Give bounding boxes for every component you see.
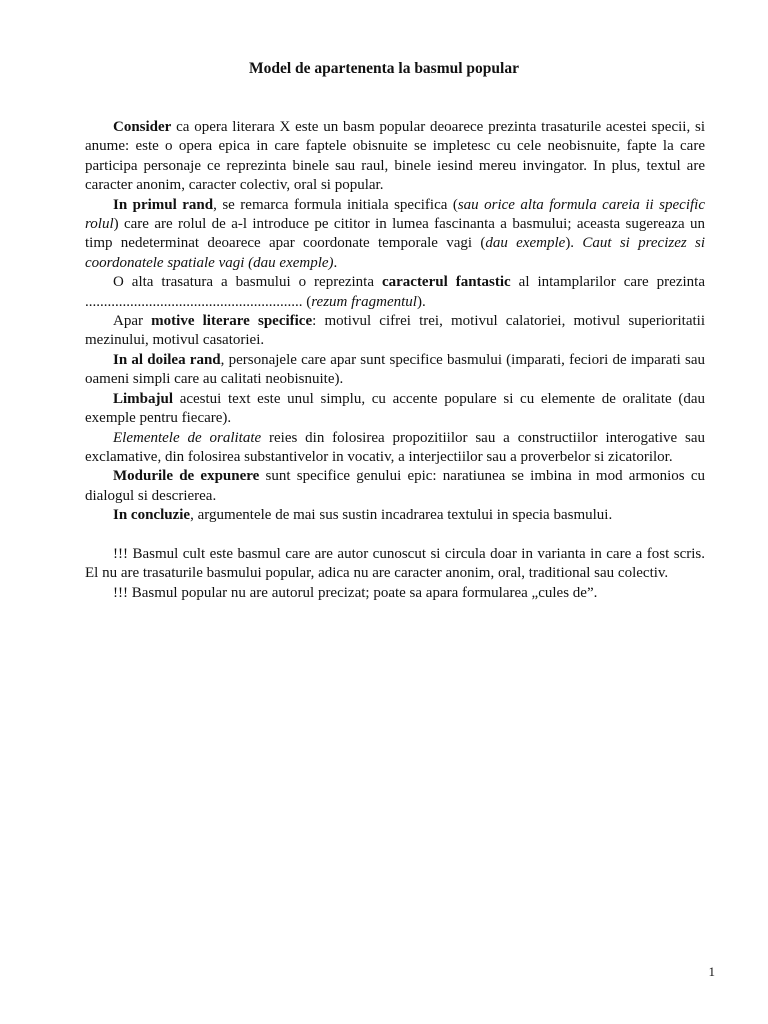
paragraph — [85, 196, 705, 274]
paragraph — [85, 351, 705, 390]
paragraph — [85, 390, 705, 429]
text-run: . — [333, 254, 338, 271]
notes-list — [85, 545, 705, 603]
text-run: , personajele care apar sunt specifice basmului (imparati, feciori de imparati sau oameni simpli care au calitati neobisnuite). — [85, 351, 705, 388]
document-title: Model de apartenenta la basmul popular — [249, 60, 519, 77]
paragraph — [85, 506, 705, 525]
italic-phrase: dau exemple — [485, 235, 566, 252]
note-paragraph — [85, 545, 705, 584]
paragraph — [85, 273, 705, 312]
text-run: ). — [565, 235, 583, 252]
text-run: reies din folosirea propozitiilor sau a constructiilor interogative sau exclamative, din folosirea substantivelor in vocativ, a interjectiilor sau a proverbelor si zicatorilor. — [85, 429, 706, 465]
bold-phrase: motive literare specifice — [151, 313, 313, 330]
paragraph-list — [85, 118, 705, 526]
text-run: al intamplarilor care prezinta .......................................................... ( — [85, 274, 705, 310]
bold-phrase: In primul rand — [113, 196, 214, 213]
paragraph — [85, 467, 705, 506]
italic-phrase: Caut si precizez si coordonatele spatiale vagi (dau exemple) — [85, 235, 706, 271]
text-run: sunt specifice genului epic: naratiunea se imbina in mod armonios cu dialogul si descrierea. — [85, 468, 705, 504]
italic-phrase: Elementele de oralitate — [113, 429, 262, 446]
paragraph — [85, 118, 705, 196]
text-run: Apar — [113, 313, 152, 330]
text-run: !!! Basmul popular nu are autorul precizat; poate sa apara formularea „cules de”. — [113, 584, 598, 601]
note-paragraph — [85, 584, 705, 603]
bold-phrase: Limbajul — [113, 390, 174, 407]
bold-phrase: In concluzie — [113, 507, 191, 524]
bold-phrase: In al doilea rand — [113, 351, 221, 368]
bold-phrase: caracterul fantastic — [381, 274, 511, 291]
paragraph — [85, 429, 705, 468]
text-run: ). — [416, 293, 426, 310]
bold-phrase: Consider — [113, 119, 172, 135]
page-number: 1 — [708, 964, 715, 979]
italic-phrase: sau orice alta formula careia ii specific rolul — [85, 196, 705, 233]
document-body — [85, 118, 705, 603]
text-run: , argumentele de mai sus sustin incadrarea textului in specia basmului. — [190, 507, 613, 524]
text-run: acestui text este unul simplu, cu accente populare si cu elemente de oralitate (dau exemple pentru fiecare). — [85, 390, 705, 427]
text-run: ca opera literara X este un basm popular deoarece prezinta trasaturile acestei specii, si anume: este o opera epica in care faptele obisnuite se impletesc cu cele neobisnuite, fapte la care participa personaje ce reprezinta binele sau raul, binele iesind mereu invingator. In plus, textul are caracter anonim, caracter colectiv, oral si popular. — [85, 119, 705, 194]
italic-phrase: rezum fragmentul — [311, 293, 417, 310]
text-run: ) care are rolul de a-l introduce pe cititor in lumea fascinanta a basmului; aceasta sugereaza un timp nedeterminat deoarece apar coordonate temporale vagi ( — [85, 216, 705, 252]
text-run: : motivul cifrei trei, motivul calatoriei, motivul superioritatii mezinului, motivul casatoriei. — [85, 313, 705, 349]
text-run: !!! Basmul cult este basmul care are autor cunoscut si circula doar in varianta in care a fost scris. El nu are trasaturile basmului popular, adica nu are caracter anonim, oral, traditional sau colectiv. — [85, 545, 705, 582]
text-run: O alta trasatura a basmului o reprezinta — [113, 274, 382, 291]
bold-phrase: Modurile de expunere — [113, 468, 260, 485]
paragraph — [85, 312, 705, 351]
text-run: , se remarca formula initiala specifica ( — [213, 196, 458, 213]
